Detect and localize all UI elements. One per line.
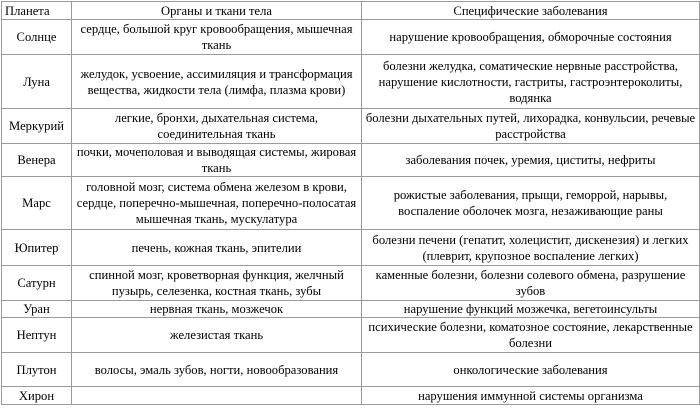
organs-cell: железистая ткань [72,318,362,353]
table-row [2,301,700,318]
diseases-cell: заболевания почек, уремия, циститы, нефриты [362,144,700,177]
planet-cell: Венера [2,144,72,177]
planet-cell: Меркурий [2,109,72,144]
table-row [2,109,700,144]
planet-cell: Хирон [2,387,72,405]
diseases-cell: нарушение кровообращения, обморочные состояния [362,20,700,55]
table-header-row [2,2,700,20]
table-row [2,55,700,109]
organs-cell: легкие, бронхи, дыхательная система, соединительная ткань [72,109,362,144]
header-diseases: Специфические заболевания [362,2,700,20]
diseases-cell: болезни печени (гепатит, холецистит, дискенезия) и легких (плеврит, крупозное воспаление легких) [362,230,700,266]
table-row [2,230,700,266]
planet-correspondence-table [1,1,700,405]
diseases-cell: онкологические заболевания [362,353,700,387]
header-planet: Планета [2,2,72,20]
table-row [2,318,700,353]
organs-cell [72,387,362,405]
organs-cell: желудок, усвоение, ассимиляция и трансформация вещества, жидкости тела (лимфа, плазма крови) [72,55,362,109]
planet-cell: Сатурн [2,266,72,301]
header-organs: Органы и ткани тела [72,2,362,20]
diseases-cell: болезни дыхательных путей, лихорадка, конвульсии, речевые расстройства [362,109,700,144]
organs-cell: головной мозг, система обмена железом в крови, сердце, поперечно-мышечная, поперечно-полосатая мышечная ткань, мускулатура [72,177,362,230]
planet-cell: Нептун [2,318,72,353]
organs-cell: спинной мозг, кроветворная функция, желчный пузырь, селезенка, костная ткань, зубы [72,266,362,301]
diseases-cell: болезни желудка, соматические нервные расстройства, нарушение кислотности, гастриты, гастроэнтероколиты, водянка [362,55,700,109]
planet-cell: Юпитер [2,230,72,266]
diseases-cell: нарушения иммунной системы организма [362,387,700,405]
organs-cell: почки, мочеполовая и выводящая системы, жировая ткань [72,144,362,177]
table-row [2,387,700,405]
table-row [2,266,700,301]
planet-cell: Уран [2,301,72,318]
planet-cell: Солнце [2,20,72,55]
organs-cell: сердце, большой круг кровообращения, мышечная ткань [72,20,362,55]
organs-cell: нервная ткань, мозжечок [72,301,362,318]
table-row [2,20,700,55]
organs-cell: печень, кожная ткань, эпителии [72,230,362,266]
table-row [2,353,700,387]
planet-cell: Луна [2,55,72,109]
organs-cell: волосы, эмаль зубов, ногти, новообразования [72,353,362,387]
diseases-cell: рожистые заболевания, прыщи, геморрой, нарывы, воспаление оболочек мозга, незаживающие раны [362,177,700,230]
planet-cell: Плутон [2,353,72,387]
planet-cell: Марс [2,177,72,230]
diseases-cell: каменные болезни, болезни солевого обмена, разрушение зубов [362,266,700,301]
table-row [2,177,700,230]
table-row [2,144,700,177]
diseases-cell: нарушение функций мозжечка, вегетоинсульты [362,301,700,318]
diseases-cell: психические болезни, коматозное состояние, лекарственные болезни [362,318,700,353]
